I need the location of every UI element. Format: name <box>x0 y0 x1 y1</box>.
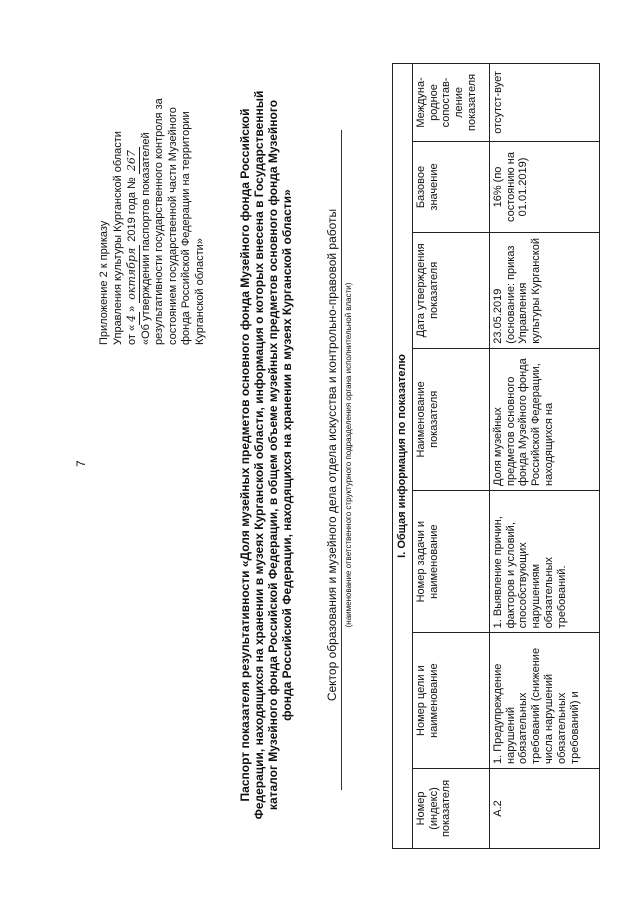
appendix-subject-line-1: «Об утверждении паспортов показателей <box>139 132 152 345</box>
cell-goal: 1. Предупреждение нарушений обязательных требований (снижение числа нарушений обязательных требований) и <box>489 633 599 769</box>
responsible-sector: Сектор образования и музейного дела отдела искусства и контрольно-правовой работы <box>325 208 339 702</box>
title-line-4: фонда Российской Федерации, находящихся на хранении в музеях Курганской области» <box>280 189 294 721</box>
appendix-subject-line-5: Курганской области» <box>193 238 206 345</box>
cell-indicator-name: Доля музейных предметов основного фонда Музейного фонда Российской Федерации, находящихся на <box>489 348 599 490</box>
appendix-line-2: Управления культуры Курганской области <box>111 131 124 345</box>
sector-underline <box>341 130 342 790</box>
section-title: I. Общая информация по показателю <box>393 64 413 849</box>
cell-task: 1. Выявление причин, факторов и условий, способствующих нарушениям обязательных требований. <box>489 491 599 633</box>
cell-base-value: 16% (по состоянию на 01.01.2019) <box>489 141 599 232</box>
header-goal: Номер цели и наименование <box>412 633 489 769</box>
cell-international-comparison: отсутст-вует <box>489 64 599 142</box>
indicator-table <box>392 63 600 849</box>
header-index: Номер (индекс) показателя <box>412 768 489 848</box>
cell-approval-date: 23.05.2019 (основание: приказ Управления культуры Курганской <box>489 233 599 349</box>
header-base-value: Базовое значение <box>412 141 489 232</box>
handwritten-month: октября <box>125 245 140 303</box>
appendix-line-1: Приложение 2 к приказу <box>98 220 110 345</box>
appendix-subject-line-4: фонда Российской Федерации на территории <box>180 111 192 345</box>
cell-index: А.2 <box>489 768 599 848</box>
header-indicator-name: Наименование показателя <box>412 348 489 490</box>
appendix-subject-line-3: состоянием государственной части Музейного <box>166 107 179 345</box>
document-title <box>238 45 294 865</box>
table-row <box>489 64 599 849</box>
appendix-date-line <box>125 45 140 345</box>
date-mid: » <box>126 305 138 312</box>
appendix-subject-line-2: результативности государственного контроля за <box>153 98 165 345</box>
handwritten-day: 4 <box>125 312 140 325</box>
header-task: Номер задачи и наименование <box>412 491 489 633</box>
sector-caption: (наименование ответственного структурного подразделения органа исполнительной власти) <box>344 282 353 628</box>
title-line-2: Федерации, находящихся на хранении в музеях Курганской области, информация о которых внесена в Государственный <box>252 90 266 820</box>
header-international-comparison: Междуна-родное сопостав-ление показателя <box>412 64 489 142</box>
title-line-1: Паспорт показателя результативности «Доля музейных предметов основного фонда Музейного фонда Российской <box>238 108 252 802</box>
date-prefix: от « <box>126 324 138 345</box>
date-year-text: 2019 года № <box>126 177 138 242</box>
title-line-3: каталог Музейного фонда Российской Федерации, в общем объеме музейных предметов основного фонда Музейного <box>266 99 280 811</box>
handwritten-order-number: 267 <box>125 147 140 174</box>
header-approval-date: Дата утверждения показателя <box>412 233 489 349</box>
appendix-header <box>98 45 207 345</box>
page-number: 7 <box>74 460 88 467</box>
